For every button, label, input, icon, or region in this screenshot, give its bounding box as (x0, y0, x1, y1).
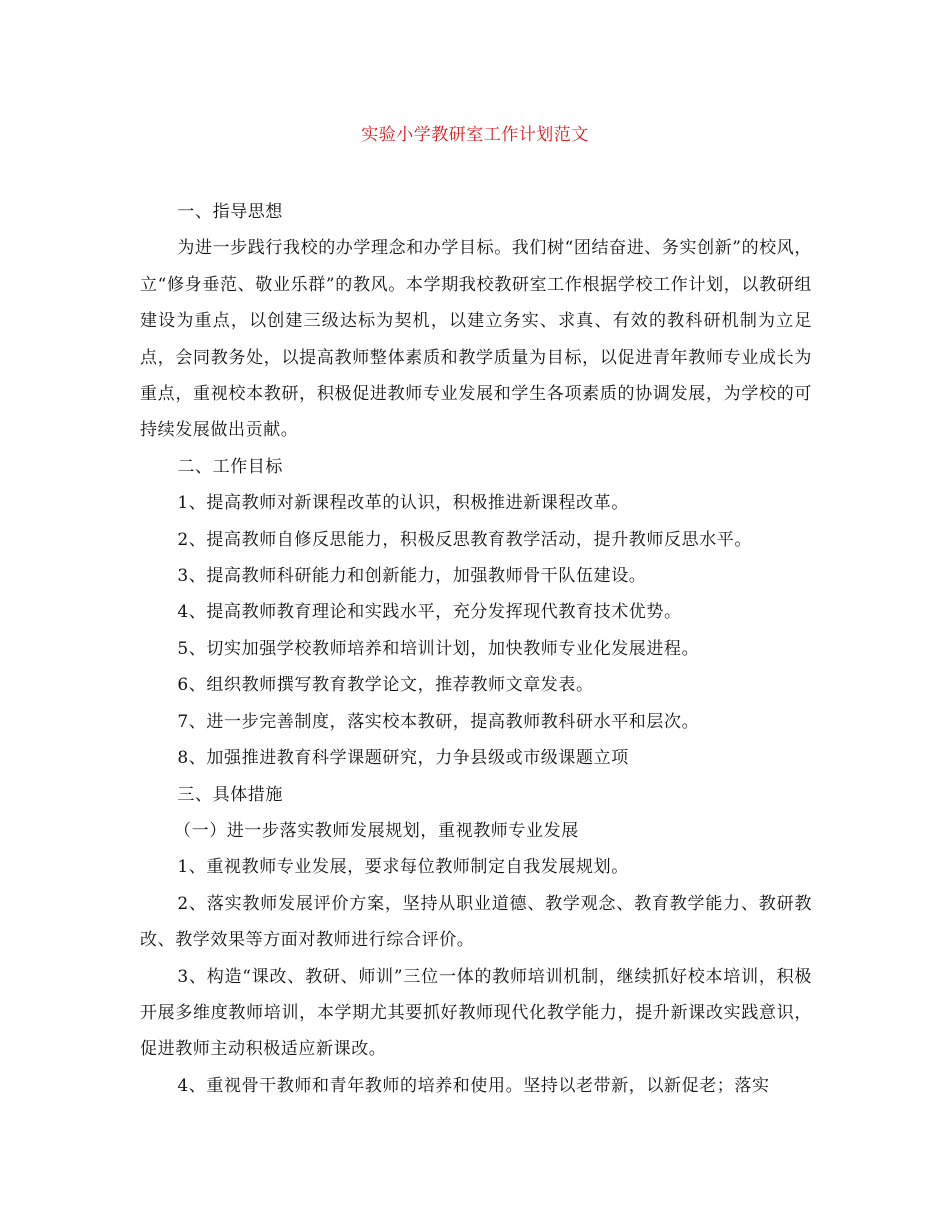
section-heading-guiding-ideology: 一、指导思想 (177, 202, 283, 222)
goal-item: 3、提高教师科研能力和创新能力，加强教师骨干队伍建设。 (177, 566, 647, 587)
measure-item: 3、构造“课改、教研、师训”三位一体的教师培训机制，继续抓好校本培训，积极开展多维度教师培训，本学期尤其要抓好教师现代化教学能力，提升新课改实践意识，促进教师主动积极适应新课改。 (140, 966, 812, 1060)
goal-item: 4、提高教师教育理论和实践水平，充分发挥现代教育技术优势。 (177, 602, 682, 623)
document-title: 实验小学教研室工作计划范文 (361, 125, 589, 145)
goal-item: 1、提高教师对新课程改革的认识，积极推进新课程改革。 (177, 493, 629, 514)
measure-item: 2、落实教师发展评价方案，坚持从职业道德、教学观念、教育教学能力、教研教改、教学效果等方面对教师进行综合评价。 (140, 893, 812, 951)
section-heading-measures: 三、具体措施 (177, 784, 283, 805)
goal-item: 5、切实加强学校教师培养和培训计划，加快教师专业化发展进程。 (177, 638, 700, 659)
measure-item: 1、重视教师专业发展，要求每位教师制定自我发展规划。 (177, 857, 629, 878)
measure-item: 4、重视骨干教师和青年教师的培养和使用。坚持以老带新，以新促老；落实 (177, 1075, 770, 1096)
goal-item: 8、加强推进教育科学课题研究，力争县级或市级课题立项 (177, 748, 629, 769)
goal-item: 2、提高教师自修反思能力，积极反思教育教学活动，提升教师反思水平。 (177, 529, 753, 550)
subsection-heading: （一）进一步落实教师发展规划，重视教师专业发展 (174, 820, 579, 841)
goal-item: 7、进一步完善制度，落实校本教研，提高教师教科研水平和层次。 (177, 711, 700, 732)
section-heading-work-goals: 二、工作目标 (177, 456, 283, 477)
goal-item: 6、组织教师撰写教育教学论文，推荐教师文章发表。 (177, 675, 594, 696)
document-body (140, 194, 812, 1104)
body-paragraph: 为进一步践行我校的办学理念和办学目标。我们树“团结奋进、务实创新”的校风，立“修身垂范、敬业乐群”的教风。本学期我校教研室工作根据学校工作计划，以教研组建设为重点，以创建三级达标为契机，以建立务实、求真、有效的教科研机制为立足点，会同教务处，以提高教师整体素质和教学质量为目标，以促进青年教师专业成长为重点，重视校本教研，积极促进教师专业发展和学生各项素质的协调发展，为学校的可持续发展做出贡献。 (140, 238, 812, 441)
